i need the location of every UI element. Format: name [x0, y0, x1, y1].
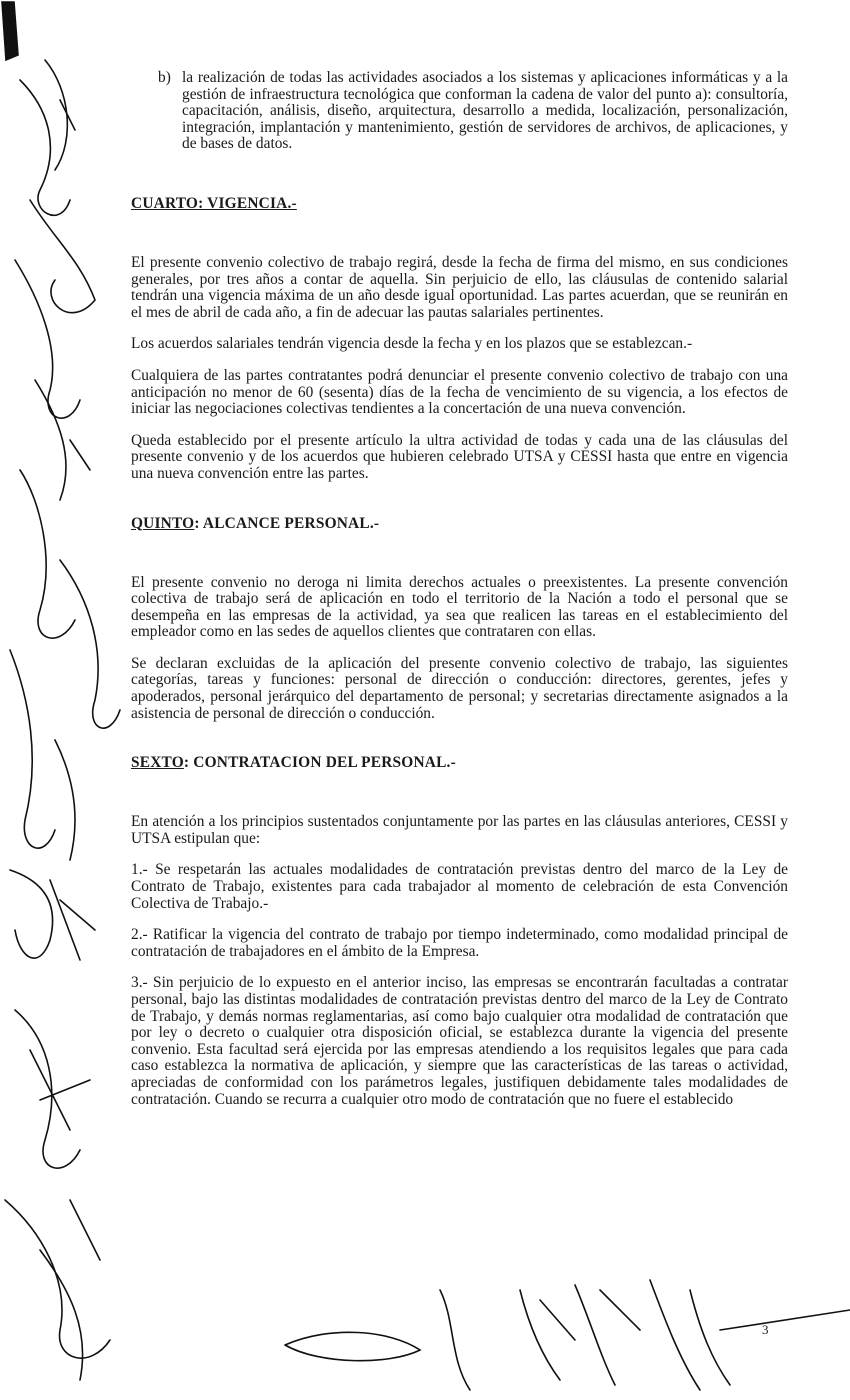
heading-title: : CONTRATACION DEL PERSONAL.-	[183, 754, 456, 772]
paragraph: 2.- Ratificar la vigencia del contrato de trabajo por tiempo indeterminado, como modalidad principal de contratación de trabajadores en el ámbito de la Empresa.	[131, 926, 788, 960]
paragraph: Los acuerdos salariales tendrán vigencia desde la fecha y en los plazos que se establezcan.-	[131, 335, 693, 353]
paragraph: El presente convenio colectivo de trabajo regirá, desde la fecha de firma del mismo, en sus condiciones generales, por tres años a contar de aquella. Sin perjuicio de ello, las cláusulas de contenido salarial tendrán una vigencia máxima de un año desde igual oportunidad. Las partes acuerdan, que se reunirán en el mes de abril de cada año, a fin de adecuar las pautas salariales pertinentes.	[131, 253, 788, 321]
page-number: 3	[762, 1322, 769, 1337]
section-heading-sexto	[131, 754, 788, 772]
section-heading-cuarto	[131, 195, 788, 213]
list-item-b	[131, 70, 788, 153]
paragraph: Se declaran excluidas de la aplicación del presente convenio colectivo de trabajo, las siguientes categorías, tareas y funciones: personal de dirección o conducción: directores, gerentes, jefes y apoderados, personal jerárquico del departamento de personal; y secretarias directamente asignados a la asistencia de personal de dirección o conducción.	[131, 654, 788, 722]
paragraph: En atención a los principios sustentados conjuntamente por las partes en las cláusulas anteriores, CESSI y UTSA estipulan que:	[131, 813, 788, 847]
heading-title: : VIGENCIA.-	[198, 194, 297, 212]
heading-label: SEXTO	[131, 754, 184, 772]
paragraph: Queda establecido por el presente artículo la ultra actividad de todas y cada una de las cláusulas del presente convenio y de los acuerdos que hubieren celebrado UTSA y CESSI hasta que entre en vigencia una nueva convención entre las partes.	[131, 431, 788, 482]
heading-label: CUARTO	[131, 194, 199, 212]
paragraph: 1.- Se respetarán las actuales modalidades de contratación previstas dentro del marco de la Ley de Contrato de Trabajo, existentes para cada trabajador al momento de celebración de esta Convención Colectiva de Trabajo.-	[131, 861, 788, 912]
list-item-text: la realización de todas las actividades asociados a los sistemas y aplicaciones informáticas y a la gestión de infraestructura tecnológica que conforman la cadena de valor del punto a): consultoría, capacitación, análisis, diseño, arquitectura, desarrollo a medida, localización, personalización, integración, implantación y mantenimiento, gestión de servidores de archivos, de aplicaciones, y de bases de datos.	[182, 69, 788, 153]
paragraph: 3.- Sin perjuicio de lo expuesto en el anterior inciso, las empresas se encontrarán facultadas a contratar personal, bajo las distintas modalidades de contratación previstas dentro del marco de la Ley de Contrato de Trabajo, y demás normas reglamentarias, así como bajo cualquier otra modalidad de contratación que por ley o decreto o cualquier otra disposición oficial, se establezca durante la vigencia del presente convenio. Esta facultad será ejercida por las empresas atendiendo a los requisitos legales que para cada caso establezca la normativa de aplicación, y siempre que las características de las tareas o actividad, apreciadas de conformidad con los parámetros legales, justifiquen debidamente tales modalidades de contratación. Cuando se recurra a cualquier otro modo de contratación que no fuere el establecido	[131, 974, 788, 1108]
heading-label: QUINTO	[131, 514, 195, 532]
document-body	[131, 70, 788, 1108]
list-marker: b)	[158, 69, 171, 86]
section-heading-quinto	[131, 515, 788, 533]
paragraph: Cualquiera de las partes contratantes podrá denunciar el presente convenio colectivo de trabajo con una anticipación no menor de 60 (sesenta) días de la fecha de vencimiento de su vigencia, a los efectos de iniciar las negociaciones colectivas tendientes a la concertación de una nueva convención.	[131, 366, 788, 418]
paragraph: El presente convenio no deroga ni limita derechos actuales o preexistentes. La presente convención colectiva de trabajo será de aplicación en todo el territorio de la Nación a todo el personal que se desempeña en las empresas de la actividad, ya sea que realicen las tareas en el establecimiento del empleador como en las sedes de aquellos clientes que contrataren con ellas.	[131, 573, 788, 641]
heading-title: : ALCANCE PERSONAL.-	[194, 514, 380, 532]
